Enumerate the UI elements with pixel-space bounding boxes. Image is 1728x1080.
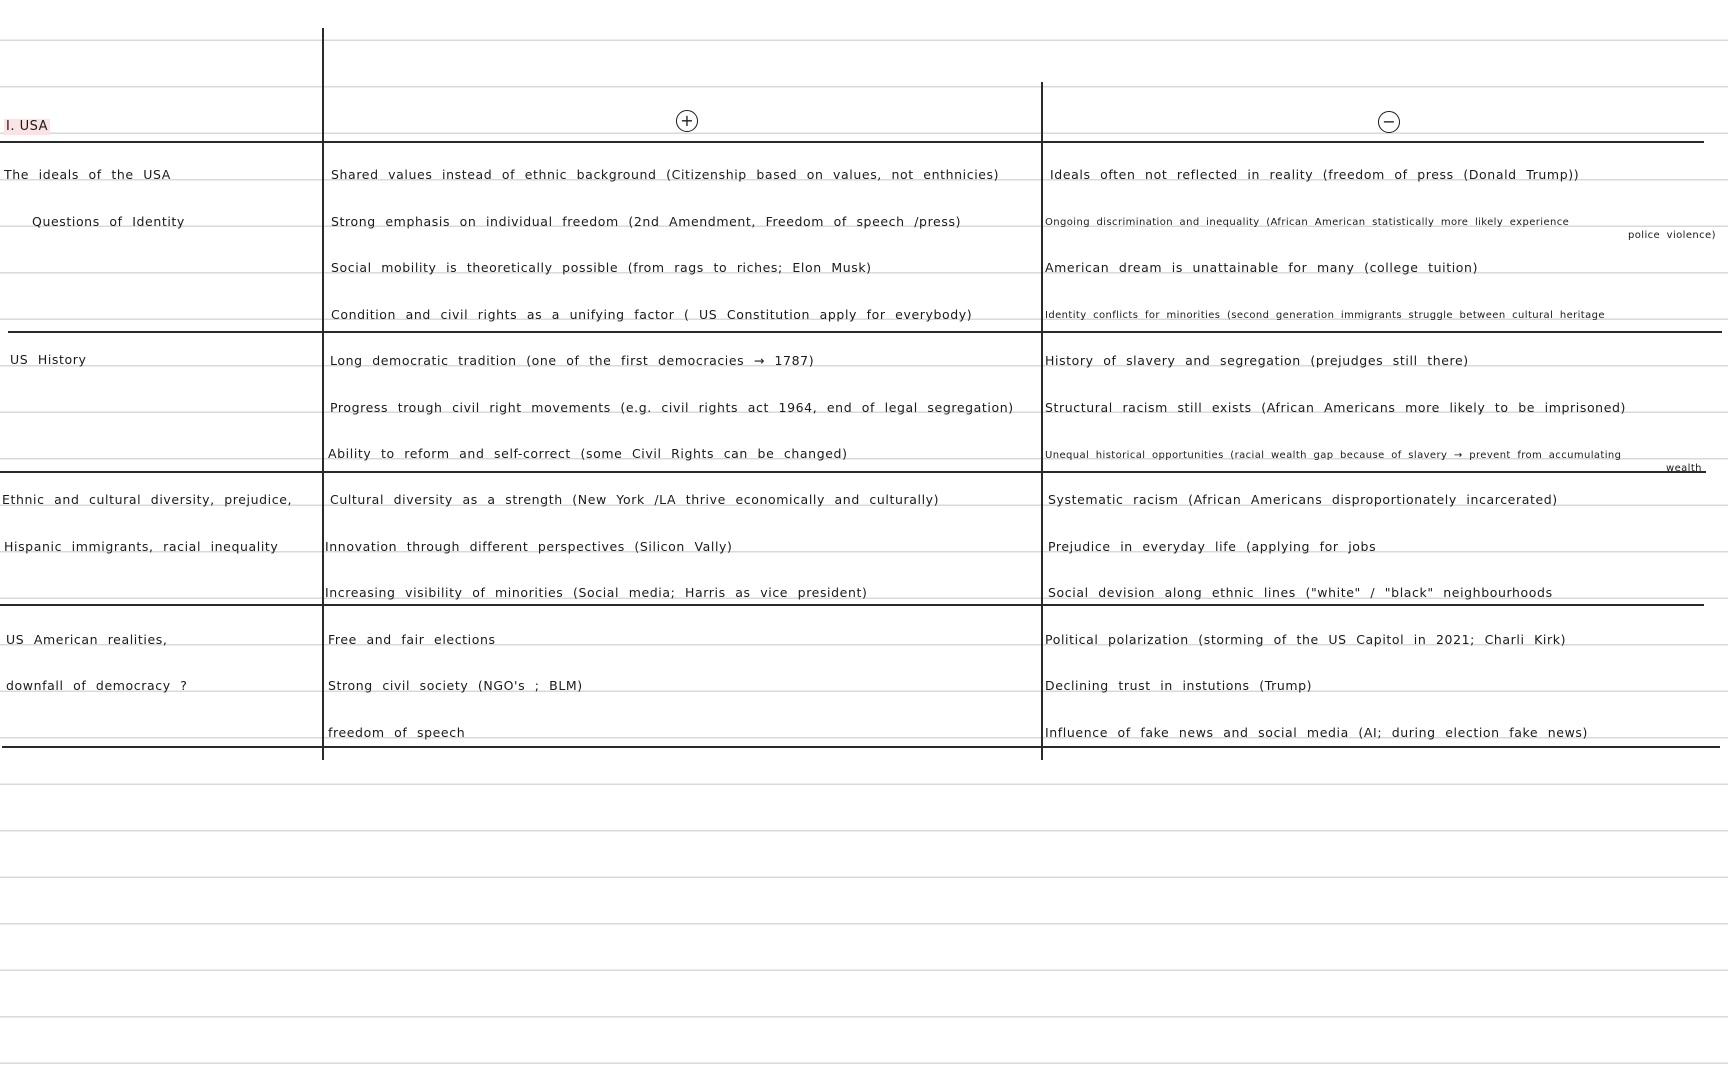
row-separator-2: [0, 471, 1706, 473]
pro-item: Ability to reform and self-correct (some Civil Rights can be changed): [328, 446, 848, 461]
con-item: Political polarization (storming of the US Capitol in 2021; Charli Kirk): [1045, 632, 1567, 647]
pro-item: Condition and civil rights as a unifying factor ( US Constitution apply for everybody): [331, 307, 973, 322]
topic-line: The ideals of the USA: [4, 167, 171, 182]
topic-line: US History: [10, 352, 87, 367]
pro-item: Shared values instead of ethnic background (Citizenship based on values, not enthnicies): [331, 167, 1000, 182]
minus-circle-icon: −: [1378, 111, 1400, 133]
topic-line: US American realities,: [6, 632, 168, 647]
con-item: Systematic racism (African Americans disproportionately incarcerated): [1048, 492, 1558, 507]
page-title: I. USA: [6, 119, 48, 134]
row-separator-1: [8, 331, 1722, 333]
pro-item: Social mobility is theoretically possible (from rags to riches; Elon Musk): [331, 260, 872, 275]
row-separator-3: [0, 604, 1704, 606]
con-item: Ongoing discrimination and inequality (African American statistically more likely experience: [1045, 217, 1570, 228]
header-underline: [0, 141, 1704, 143]
topic-line: downfall of democracy ?: [6, 678, 188, 693]
pro-item: Innovation through different perspectives (Silicon Vally): [325, 539, 733, 554]
pro-item: Progress trough civil right movements (e.g. civil rights act 1964, end of legal segregation): [330, 400, 1014, 415]
con-item: American dream is unattainable for many (college tuition): [1045, 260, 1479, 275]
pro-item: Strong emphasis on individual freedom (2nd Amendment, Freedom of speech /press): [331, 214, 962, 229]
pro-item: Cultural diversity as a strength (New York /LA thrive economically and culturally): [330, 492, 940, 507]
con-item-continuation: wealth: [1666, 463, 1702, 474]
con-item: Unequal historical opportunities (racial wealth gap because of slavery → prevent from accumulating: [1045, 450, 1622, 461]
pro-item: freedom of speech: [328, 725, 466, 740]
con-item: Ideals often not reflected in reality (freedom of press (Donald Trump)): [1050, 167, 1580, 182]
pro-item: Increasing visibility of minorities (Social media; Harris as vice president): [325, 585, 868, 600]
column-divider-right: [1041, 82, 1043, 760]
topic-line: Questions of Identity: [32, 214, 185, 229]
table-bottom-line: [2, 746, 1720, 748]
con-item: Influence of fake news and social media (AI; during election fake news): [1045, 725, 1589, 740]
con-item: Social devision along ethnic lines ("white" / "black" neighbourhoods: [1048, 585, 1553, 600]
topic-line: Hispanic immigrants, racial inequality: [4, 539, 279, 554]
pro-item: Strong civil society (NGO's ; BLM): [328, 678, 583, 693]
con-item-continuation: police violence): [1628, 230, 1716, 241]
pro-item: Long democratic tradition (one of the first democracies → 1787): [330, 353, 815, 368]
plus-circle-icon: +: [676, 110, 698, 132]
con-item: Structural racism still exists (African Americans more likely to be imprisoned): [1045, 400, 1627, 415]
pro-item: Free and fair elections: [328, 632, 496, 647]
con-item: Prejudice in everyday life (applying for jobs: [1048, 539, 1377, 554]
column-divider-left: [322, 28, 324, 760]
con-item: History of slavery and segregation (prejudges still there): [1045, 353, 1469, 368]
con-item: Declining trust in instutions (Trump): [1045, 678, 1313, 693]
con-item: Identity conflicts for minorities (second generation immigrants struggle between cultural heritage: [1045, 310, 1605, 321]
topic-line: Ethnic and cultural diversity, prejudice,: [2, 492, 293, 507]
